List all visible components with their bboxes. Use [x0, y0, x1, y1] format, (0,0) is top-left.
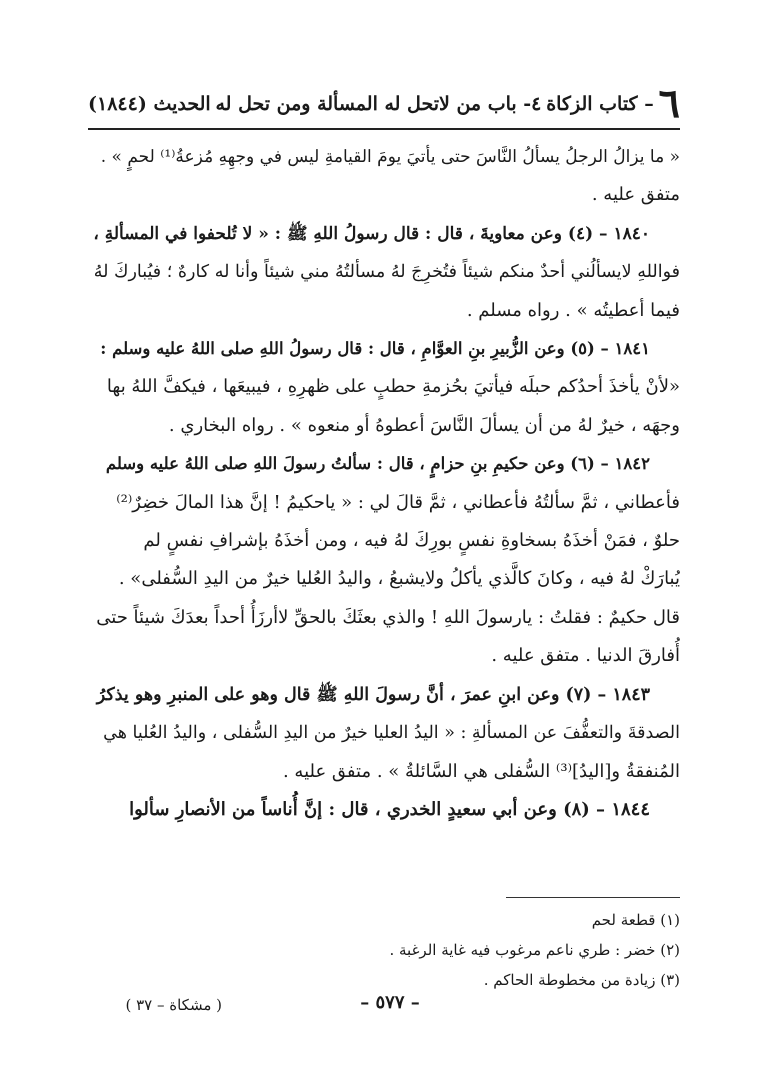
- printer-signature: ( مشكاة – ٣٧ ): [125, 996, 222, 1014]
- hadith-1844-line: ١٨٤٤ – (٨) وعن أبي سعيدٍ الخدري ، قال : إنَّ أُناساً من الأنصارِ سألوا: [129, 798, 650, 820]
- footnote-3: (٣) زيادة من مخطوطة الحاكم .: [483, 971, 680, 989]
- running-header: [88, 82, 680, 126]
- text-line: وجهَه ، خيرٌ لهُ من أن يسألَ النَّاسَ أعطوهُ أو منعوه » . رواه البخاري .: [168, 414, 680, 436]
- hadith-1841-line: ١٨٤١ – (٥) وعن الزُّبيرِ بنِ العوَّامِ ، قال : قال رسولُ اللهِ صلى اللهُ عليه وسلم :: [100, 339, 650, 359]
- footnotes: [300, 905, 680, 995]
- text-line: قال حكيمٌ : فقلتُ : يارسولَ اللهِ ! والذي بعثَكَ بالحقِّ لاأرزَأُ أحداً بعدَكَ شيئاً حتى: [96, 606, 680, 628]
- footnote-rule: [506, 897, 680, 898]
- header-hadith-number: الحديث (١٨٤٤): [88, 93, 211, 115]
- text-line: متفق عليه .: [591, 184, 680, 206]
- text-line: أُفارقَ الدنيا . متفق عليه .: [491, 645, 680, 667]
- header-chapter-title: ٤- باب من لاتحل له المسألة ومن تحل له: [215, 93, 542, 115]
- header-book-title: – كتاب الزكاة: [546, 93, 654, 115]
- hadith-1840-line: ١٨٤٠ – (٤) وعن معاويةَ ، قال : قال رسولُ اللهِ ﷺ : « لا تُلحفوا في المسألةِ ،: [93, 223, 650, 244]
- footnote-1: (١) قطعة لحم: [591, 911, 680, 929]
- hadith-1842-line: ١٨٤٢ – (٦) وعن حكيمِ بنِ حزامٍ ، قال : سألتُ رسولَ اللهِ صلى اللهُ عليه وسلم: [105, 454, 650, 474]
- text-line: الصدقةَ والتعفُّفَ عن المسألةِ : « اليدُ العليا خيرٌ من اليدِ السُّفلى ، واليدُ العُليا هي: [103, 723, 680, 744]
- text-line: فواللهِ لايسألُني أحدٌ منكم شيئاً فتُخرِجَ لهُ مسألتُهُ مني شيئاً وأنا له كارهٌ ؛ فيُباركَ لهُ: [93, 262, 680, 283]
- hadith-1843-line: ١٨٤٣ – (٧) وعن ابنِ عمرَ ، أنَّ رسولَ اللهِ ﷺ قال وهو على المنبرِ وهو يذكرُ: [96, 684, 650, 705]
- text-line: يُبارَكْ لهُ فيه ، وكانَ كالَّذي يأكلُ ولايشبعُ ، واليدُ العُليا خيرٌ من اليدِ السُّفلى» .: [118, 568, 680, 590]
- text-line: المُنفقةُ و[اليدُ]⁽³⁾ السُّفلى هي السَّائلةُ » . متفق عليه .: [282, 760, 680, 782]
- main-text: [90, 138, 680, 829]
- text-line: فيما أعطيتُه » . رواه مسلم .: [466, 299, 680, 321]
- page-number: – ٥٧٧ –: [360, 992, 420, 1013]
- text-line: « ما يزالُ الرجلُ يسألُ النَّاسَ حتى يأتيَ يومَ القيامةِ ليس في وجهِهِ مُزعةُ⁽¹⁾ لحمٍ » .: [100, 147, 680, 167]
- header-chapter-number: ٦: [658, 80, 680, 127]
- text-line: فأعطاني ، ثمَّ سألتُهُ فأعطاني ، ثمَّ قالَ لي : « ياحكيمُ ! إنَّ هذا المالَ خضِرٌ⁽²⁾: [116, 491, 680, 513]
- text-line: حلوٌ ، فمَنْ أخذَهُ بسخاوةِ نفسٍ بورِكَ لهُ فيه ، ومن أخذَهُ بإشرافِ نفسٍ لم: [143, 530, 680, 552]
- footnote-2: (٢) خضر : طري ناعم مرغوب فيه غاية الرغبة .: [389, 941, 680, 959]
- text-line: «لأنْ يأخذَ أحدُكم حبلَه فيأتيَ بحُزمةِ حطبٍ على ظهرِهِ ، فيبيعَها ، فيكفَّ اللهُ بها: [106, 376, 680, 398]
- header-rule: [88, 128, 680, 130]
